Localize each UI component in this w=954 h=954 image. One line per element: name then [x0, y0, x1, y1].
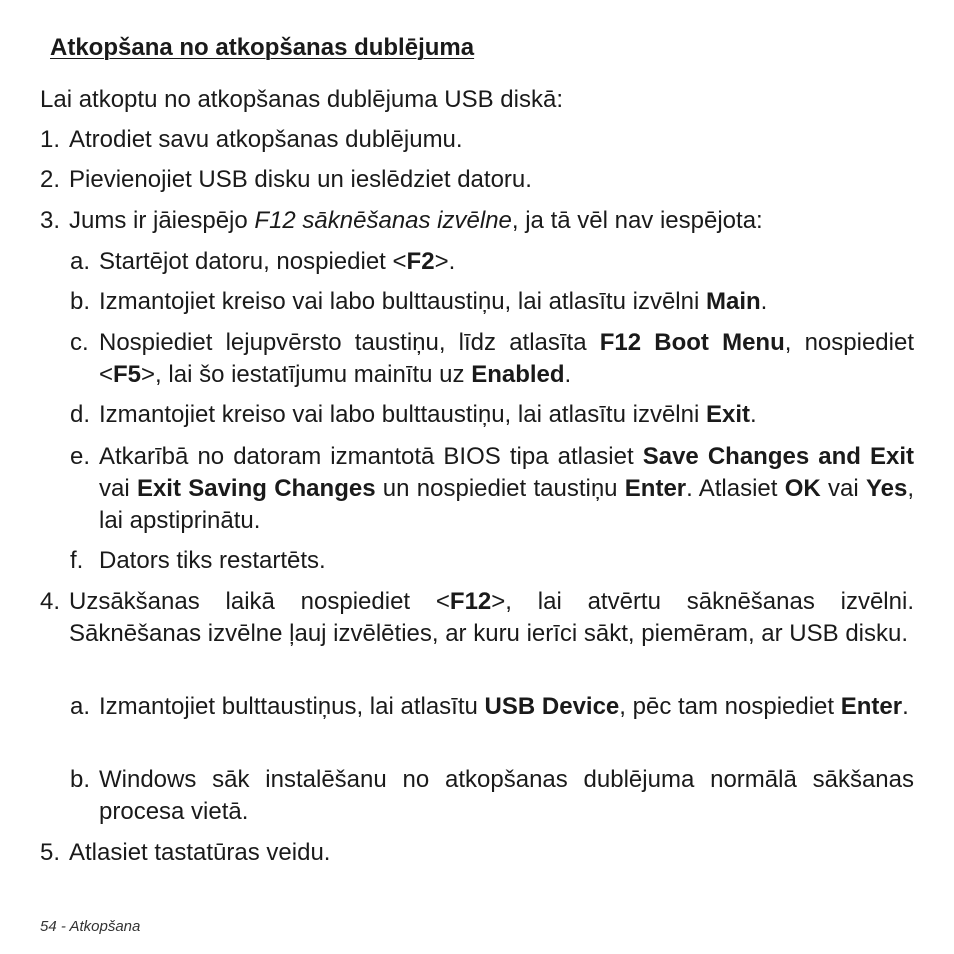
key-name: F2	[406, 248, 435, 275]
option-name: USB Device	[484, 693, 620, 720]
substep-letter: b.	[70, 288, 91, 315]
text-part: , nospiediet <	[99, 329, 914, 388]
step-text	[69, 205, 914, 237]
substep-letter: d.	[70, 401, 91, 428]
text-part: >, lai šo iestatījumu mainītu uz	[141, 361, 472, 388]
text-part: Izmantojiet bulttaustiņus, lai atlasītu	[99, 693, 485, 720]
step-text: Pievienojiet USB disku un ieslēdziet datoru.	[69, 166, 532, 193]
substep-text	[99, 691, 914, 723]
text-part: vai	[820, 475, 866, 502]
option-name: Yes	[865, 475, 908, 502]
text-part: Nospiediet lejupvērsto taustiņu, līdz atlasīta	[99, 329, 600, 356]
text-part: vai	[99, 475, 137, 502]
step-number: 5.	[40, 839, 61, 866]
option-name: Save Changes and Exit	[642, 443, 915, 470]
text-part: .	[902, 693, 909, 720]
step-number: 4.	[40, 588, 61, 615]
substep-text	[99, 399, 914, 431]
substep-text	[99, 327, 914, 391]
step-text-part: Jums ir jāiespējo	[69, 207, 255, 234]
key-name: Enter	[624, 475, 687, 502]
text-part: , lai apstiprinātu.	[99, 475, 914, 534]
intro-paragraph: Lai atkoptu no atkopšanas dublējuma USB diskā:	[40, 86, 563, 113]
text-part: .	[750, 401, 757, 428]
substep-letter: a.	[70, 248, 91, 275]
text-part: .	[564, 361, 572, 388]
step-text-part: , ja tā vēl nav iespējota:	[511, 207, 763, 234]
substep-letter: c.	[70, 329, 89, 356]
section-heading: Atkopšana no atkopšanas dublējuma	[50, 34, 475, 61]
key-name: F12	[449, 588, 492, 615]
substep-letter: b.	[70, 766, 91, 793]
substep-text: Dators tiks restartēts.	[99, 547, 326, 574]
substep-text: Windows sāk instalēšanu no atkopšanas dublējuma normālā sākšanas procesa vietā.	[99, 766, 914, 825]
text-part: >, lai atvērtu sāknēšanas izvēlni. Sāknēšanas izvēlne ļauj izvēlēties, ar kuru ierīci sākt, piemēram, ar USB disku.	[69, 588, 914, 647]
key-name: F5	[113, 361, 142, 388]
text-part: >.	[434, 248, 456, 275]
text-part: un nospiediet taustiņu	[375, 475, 625, 502]
substep-letter: a.	[70, 693, 91, 720]
menu-name: Main	[705, 288, 761, 315]
option-name: OK	[784, 475, 821, 502]
step-number: 3.	[40, 207, 61, 234]
substep-letter: e.	[70, 443, 91, 470]
text-part: , pēc tam nospiediet	[619, 693, 841, 720]
substep-text	[99, 441, 914, 537]
emphasis-term: F12 sāknēšanas izvēlne	[254, 207, 512, 234]
menu-name: Exit	[705, 401, 750, 428]
text-part: .	[760, 288, 768, 315]
option-name: Exit Saving Changes	[136, 475, 376, 502]
step-number: 1.	[40, 126, 61, 153]
text-part: Uzsākšanas laikā nospiediet <	[69, 588, 450, 615]
page-footer: 54 - Atkopšana	[40, 918, 141, 935]
text-part: Izmantojiet kreiso vai labo bulttaustiņu, lai atlasītu izvēlni	[99, 401, 706, 428]
step-text: Atrodiet savu atkopšanas dublējumu.	[69, 126, 463, 153]
menu-name: F12 Boot Menu	[599, 329, 785, 356]
setting-value: Enabled	[471, 361, 565, 388]
text-part: Atkarībā no datoram izmantotā BIOS tipa atlasiet	[99, 443, 643, 470]
substep-text	[99, 246, 914, 278]
key-name: Enter	[840, 693, 903, 720]
substep-letter: f.	[70, 547, 84, 574]
text-part: Startējot datoru, nospiediet <	[99, 248, 407, 275]
substep-text	[99, 286, 914, 318]
text-part: . Atlasiet	[686, 475, 785, 502]
step-text	[69, 586, 914, 650]
step-number: 2.	[40, 166, 61, 193]
text-part: Izmantojiet kreiso vai labo bulttaustiņu, lai atlasītu izvēlni	[99, 288, 706, 315]
step-text: Atlasiet tastatūras veidu.	[69, 839, 331, 866]
